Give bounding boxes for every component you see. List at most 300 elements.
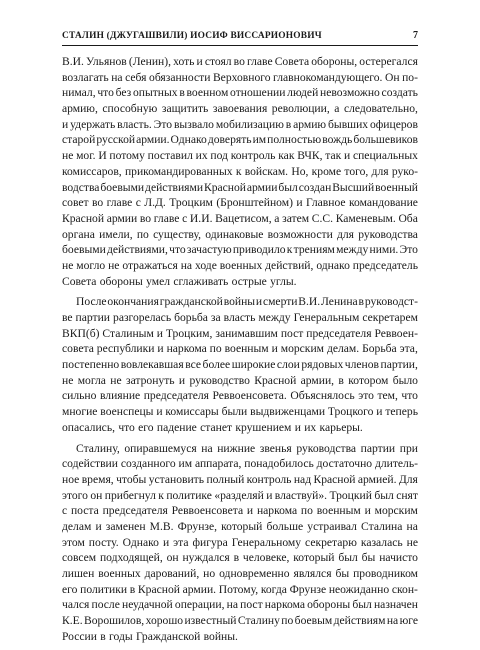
word: кроме xyxy=(311,164,342,178)
word: проводником xyxy=(353,567,418,580)
word: Красной xyxy=(137,582,180,596)
word: нимал, xyxy=(62,86,96,100)
word: человеке, xyxy=(242,551,290,565)
word: Оба xyxy=(398,211,418,225)
word: по- xyxy=(402,70,418,84)
body-text xyxy=(62,54,418,644)
word: в xyxy=(100,629,106,643)
word: эта xyxy=(173,535,189,549)
text-line xyxy=(62,404,418,420)
word: под xyxy=(210,149,228,163)
word: партии xyxy=(75,311,111,324)
word: длитель- xyxy=(374,457,418,471)
word: военных xyxy=(98,567,141,580)
word: и xyxy=(157,342,164,356)
word: возлагать xyxy=(62,70,109,84)
word: операции, xyxy=(174,598,225,612)
word: ное xyxy=(62,472,80,486)
word: в xyxy=(358,295,365,309)
word: специальных xyxy=(352,149,418,163)
word: трениям xyxy=(293,243,335,257)
word: на xyxy=(111,70,123,84)
word: председателя xyxy=(306,326,372,340)
word: с xyxy=(182,211,188,225)
word: И xyxy=(98,149,107,163)
word: и xyxy=(196,55,203,68)
word: что xyxy=(118,420,135,434)
word: борьба xyxy=(174,311,208,324)
word: сглаживать xyxy=(173,274,229,288)
word: военспецы xyxy=(100,405,154,419)
word: одинаковые xyxy=(205,227,264,241)
word: офицеров xyxy=(369,117,418,131)
word: политике xyxy=(166,488,212,502)
word: армией. xyxy=(357,472,397,486)
word: (Ленин), xyxy=(128,55,172,68)
word: военном xyxy=(186,86,229,100)
word: опиравшемуся xyxy=(124,441,197,455)
word: войны xyxy=(223,295,256,309)
word: России xyxy=(62,629,97,643)
word: Но, xyxy=(291,164,309,178)
word: назначен xyxy=(373,598,418,612)
word: падение xyxy=(156,420,197,434)
word: прикомандированных xyxy=(124,164,233,178)
word: гражданской xyxy=(159,295,223,309)
word: доверять xyxy=(207,133,252,147)
word: станет xyxy=(200,420,233,434)
word: казалась xyxy=(360,535,403,549)
word: главе xyxy=(106,196,133,210)
word: выдвиженцами xyxy=(250,405,326,419)
text-line xyxy=(62,519,418,535)
word: стоял xyxy=(204,55,232,68)
word: и xyxy=(271,342,278,356)
word: действиям xyxy=(333,614,386,628)
word: аппарата, xyxy=(194,457,242,471)
word: водства xyxy=(62,180,100,194)
word: над xyxy=(293,472,312,486)
word: во xyxy=(233,55,245,68)
word: рядовых xyxy=(301,358,344,372)
word: революции, xyxy=(271,102,330,116)
word: углы. xyxy=(270,274,297,288)
word: существу, xyxy=(153,227,202,241)
word: ходе xyxy=(194,258,217,272)
word: был xyxy=(338,551,358,565)
word: военным xyxy=(316,504,361,518)
word: который xyxy=(293,551,335,565)
word: заменен xyxy=(105,519,146,533)
word: делам xyxy=(62,519,92,533)
word: хоть xyxy=(173,55,195,68)
word: невозможно xyxy=(320,86,380,100)
word: и xyxy=(255,295,263,309)
word: широкие xyxy=(231,358,276,372)
text-line xyxy=(62,242,418,258)
word: Однако xyxy=(122,535,159,549)
word: бы xyxy=(361,551,376,565)
word: Л.Д. xyxy=(144,196,166,210)
word: при xyxy=(399,441,418,455)
word: завоевания xyxy=(212,102,268,116)
text-line xyxy=(62,357,418,373)
text-line xyxy=(62,582,418,598)
word: годы xyxy=(109,629,133,643)
word: между xyxy=(258,311,291,324)
text-line xyxy=(62,488,418,504)
word: Красной xyxy=(313,472,356,486)
word: за xyxy=(210,311,221,324)
word: и xyxy=(344,149,351,163)
word: дарований, xyxy=(144,567,200,580)
word: юге xyxy=(399,614,418,628)
word: войскам. xyxy=(244,164,289,178)
text-line xyxy=(62,258,418,274)
word: все xyxy=(185,358,202,372)
word: по xyxy=(136,227,149,241)
word: по xyxy=(300,504,313,518)
word: начисто xyxy=(379,551,418,565)
text-line xyxy=(62,597,418,613)
word: военных xyxy=(219,258,263,272)
word: главе xyxy=(153,211,180,225)
word: хорошо xyxy=(145,614,184,628)
word: им xyxy=(252,133,267,147)
word: был xyxy=(374,488,394,502)
word: мог. xyxy=(76,149,96,163)
word: Реввоенсовета xyxy=(171,504,244,518)
word: поставил xyxy=(147,149,193,163)
text-line xyxy=(62,101,418,117)
word: установить xyxy=(148,472,205,486)
text-line xyxy=(62,294,418,310)
word: возможности xyxy=(267,227,333,241)
word: Борьба xyxy=(362,342,397,356)
word: время, xyxy=(81,472,114,486)
word: Совета xyxy=(274,55,310,68)
word: подходящей, xyxy=(99,551,163,565)
word: контроль xyxy=(230,149,276,163)
text-line xyxy=(62,164,418,180)
word: войны. xyxy=(203,629,238,643)
word: по xyxy=(209,342,222,356)
word: был xyxy=(352,598,372,612)
word: руководст- xyxy=(364,295,418,309)
word: ними. xyxy=(369,243,399,257)
word: Объяснялось xyxy=(290,389,355,403)
running-title: СТАЛИН (ДЖУГАШВИЛИ) ИОСИФ ВИССАРИОНОВИЧ xyxy=(62,31,322,41)
word: Троцкий xyxy=(329,488,372,502)
word: контроль xyxy=(246,472,292,486)
word: Верховного xyxy=(212,70,271,84)
word: достаточно xyxy=(316,457,373,471)
word: к xyxy=(286,243,293,257)
word: Троцким xyxy=(169,196,213,210)
word: в xyxy=(179,86,185,100)
word: себя xyxy=(125,70,147,84)
word: Сталину xyxy=(237,614,280,628)
word: После xyxy=(76,295,107,309)
word: Реввоенсовета. xyxy=(212,389,287,403)
word: более xyxy=(202,358,231,372)
text-line xyxy=(62,420,418,436)
word: слои xyxy=(276,358,300,372)
word: действиями, xyxy=(107,243,168,257)
word: он xyxy=(90,488,103,502)
word: что xyxy=(401,389,418,403)
word: затронуть xyxy=(125,373,175,387)
word: Он xyxy=(384,70,400,84)
text-line xyxy=(62,148,418,164)
word: не xyxy=(406,535,418,549)
word: вождь xyxy=(322,133,353,147)
word: ВЧК, xyxy=(297,149,323,163)
word: Троцкого xyxy=(327,405,374,419)
text-line xyxy=(62,441,418,457)
word: понадобилось xyxy=(244,457,314,471)
word: Однако xyxy=(170,133,207,147)
word: по xyxy=(281,614,294,628)
text-line xyxy=(62,472,418,488)
word: власть. xyxy=(117,117,152,131)
word: во xyxy=(139,211,152,225)
word: могла xyxy=(77,373,106,387)
word: на xyxy=(226,598,238,612)
text-line xyxy=(62,535,418,551)
text-line xyxy=(62,274,418,290)
word: могло xyxy=(76,258,106,272)
word: поста xyxy=(70,504,99,518)
word: Генеральным xyxy=(293,311,360,324)
word: и xyxy=(178,373,186,387)
word: затем xyxy=(282,211,310,225)
word: «разделяй xyxy=(214,488,264,502)
word: создан xyxy=(298,180,332,194)
word: скон- xyxy=(391,582,418,596)
paragraph xyxy=(62,441,418,645)
word: председателя xyxy=(143,389,209,403)
word: армии, xyxy=(300,373,335,387)
word: ВКП(б) xyxy=(62,326,100,340)
word: звенья xyxy=(259,441,292,455)
word: защитить xyxy=(161,102,209,116)
word: его xyxy=(62,582,78,596)
word: секретарем xyxy=(362,311,418,324)
text-line xyxy=(62,227,418,243)
word: боевыми xyxy=(62,243,106,257)
word: теперь xyxy=(385,405,418,419)
word: однако xyxy=(316,258,350,272)
word: в xyxy=(233,551,240,565)
word: в xyxy=(285,117,292,131)
word: наркома xyxy=(166,342,207,356)
word: создать xyxy=(381,86,418,100)
word: эта, xyxy=(399,342,418,356)
word: известный xyxy=(184,614,237,628)
word: не xyxy=(62,149,74,163)
text-line xyxy=(62,117,418,133)
word: тем, xyxy=(377,389,398,403)
word: влияние xyxy=(99,389,141,403)
text-line xyxy=(62,629,418,645)
word: Красной xyxy=(62,211,105,225)
word: делам. xyxy=(326,342,360,356)
word: но xyxy=(203,567,216,580)
word: руководство xyxy=(189,373,250,387)
word: боевыми xyxy=(100,180,145,194)
word: армию, xyxy=(62,102,98,116)
word: Реввоен- xyxy=(374,326,418,340)
word: следовательно, xyxy=(343,102,418,116)
text-line xyxy=(62,211,418,227)
text-line xyxy=(62,566,418,582)
word: секретарю xyxy=(305,535,357,549)
word: на xyxy=(386,614,399,628)
word: армии xyxy=(246,180,278,194)
word: и xyxy=(246,504,254,518)
word: того, xyxy=(344,164,369,178)
word: устраивал xyxy=(307,519,357,533)
word: и xyxy=(156,326,163,340)
word: созданного xyxy=(120,457,176,471)
word: в xyxy=(338,373,344,387)
text-line xyxy=(62,132,418,148)
word: военный xyxy=(375,180,418,194)
word: и xyxy=(95,519,102,533)
word: а xyxy=(334,102,340,116)
text-line xyxy=(62,54,418,70)
word: Гражданской xyxy=(135,629,201,643)
word: был xyxy=(278,180,298,194)
word: Ленина xyxy=(321,295,358,309)
word: Красной xyxy=(254,373,297,387)
text-line xyxy=(62,310,418,326)
word: партии, xyxy=(380,358,418,372)
word: с xyxy=(135,196,141,210)
word: чтобы xyxy=(116,472,147,486)
word: чался xyxy=(62,598,90,612)
word: бывших xyxy=(328,117,369,131)
word: руководства xyxy=(358,227,418,241)
word: крушением xyxy=(235,420,292,434)
word: В.И. xyxy=(298,295,321,309)
word: окончания xyxy=(107,295,159,309)
word: для xyxy=(371,164,389,178)
word: Сталину, xyxy=(76,441,120,455)
word: Генеральному xyxy=(231,535,302,549)
word: к xyxy=(235,164,242,178)
word: им xyxy=(178,457,193,471)
word: не xyxy=(62,373,74,387)
word: бы xyxy=(335,567,350,580)
word: обороны xyxy=(99,274,143,288)
word: это xyxy=(358,389,374,403)
word: пост xyxy=(280,326,304,340)
word: в xyxy=(129,582,136,596)
word: совет xyxy=(62,196,89,210)
word: партии xyxy=(360,441,396,455)
word: были xyxy=(221,405,248,419)
word: комиссары xyxy=(165,405,219,419)
word: русской xyxy=(96,133,136,147)
word: председатель xyxy=(352,258,418,272)
word: а xyxy=(274,211,280,225)
word: М.В. xyxy=(149,519,174,533)
word: обороны xyxy=(307,598,351,612)
word: разгорелась xyxy=(113,311,172,324)
word: руко- xyxy=(391,164,418,178)
word: для xyxy=(337,227,355,241)
word: С.С. xyxy=(311,211,334,225)
text-line xyxy=(62,326,418,342)
text-line xyxy=(62,456,418,472)
text-line xyxy=(62,550,418,566)
word: руководства xyxy=(296,441,357,455)
paragraph xyxy=(62,294,418,435)
word: на xyxy=(201,441,213,455)
word: к xyxy=(158,488,164,502)
word: что xyxy=(97,86,114,100)
word: И.И. xyxy=(189,211,213,225)
word: нуждался xyxy=(182,551,230,565)
text-line xyxy=(62,373,418,389)
word: В.И. xyxy=(62,55,84,68)
word: и xyxy=(156,405,163,419)
word: Каменевым. xyxy=(335,211,396,225)
word: главнокомандующего. xyxy=(273,70,383,84)
word: лишен xyxy=(62,567,95,580)
word: боевым xyxy=(294,614,333,628)
word: Для xyxy=(398,472,418,486)
word: острые xyxy=(231,274,267,288)
word: Фрунзе, xyxy=(177,519,218,533)
word: Троцким, xyxy=(165,326,213,340)
word: прибегнул xyxy=(104,488,156,502)
word: Главное xyxy=(306,196,346,210)
word: смерти xyxy=(262,295,298,309)
word: властвуй». xyxy=(274,488,328,502)
word: органа xyxy=(62,227,95,241)
word: Сталиным xyxy=(102,326,154,340)
word: наркома xyxy=(256,504,298,518)
word: так xyxy=(325,149,342,163)
word: постепенно xyxy=(62,358,120,372)
word: председателя xyxy=(102,504,168,518)
word: Это xyxy=(153,117,173,131)
word: неудачной xyxy=(122,598,173,612)
word: армии. xyxy=(136,133,170,147)
word: Красной xyxy=(203,180,246,194)
word: Совета xyxy=(62,274,97,288)
word: вызвало xyxy=(173,117,214,131)
word: одновременно xyxy=(219,567,290,580)
word: когда xyxy=(260,582,287,596)
word: К.Е. xyxy=(62,614,83,628)
word: этого xyxy=(62,488,88,502)
word: Ворошилов, xyxy=(84,614,145,628)
word: их xyxy=(304,420,317,434)
word: Высший xyxy=(332,180,375,194)
word: Фрунзе xyxy=(289,582,327,596)
word: армии. xyxy=(182,582,217,596)
word: полностью xyxy=(267,133,322,147)
word: было xyxy=(392,373,418,387)
word: людей xyxy=(287,86,319,100)
word: умел xyxy=(146,274,171,288)
word: армию xyxy=(293,117,327,131)
word: и xyxy=(162,535,170,549)
